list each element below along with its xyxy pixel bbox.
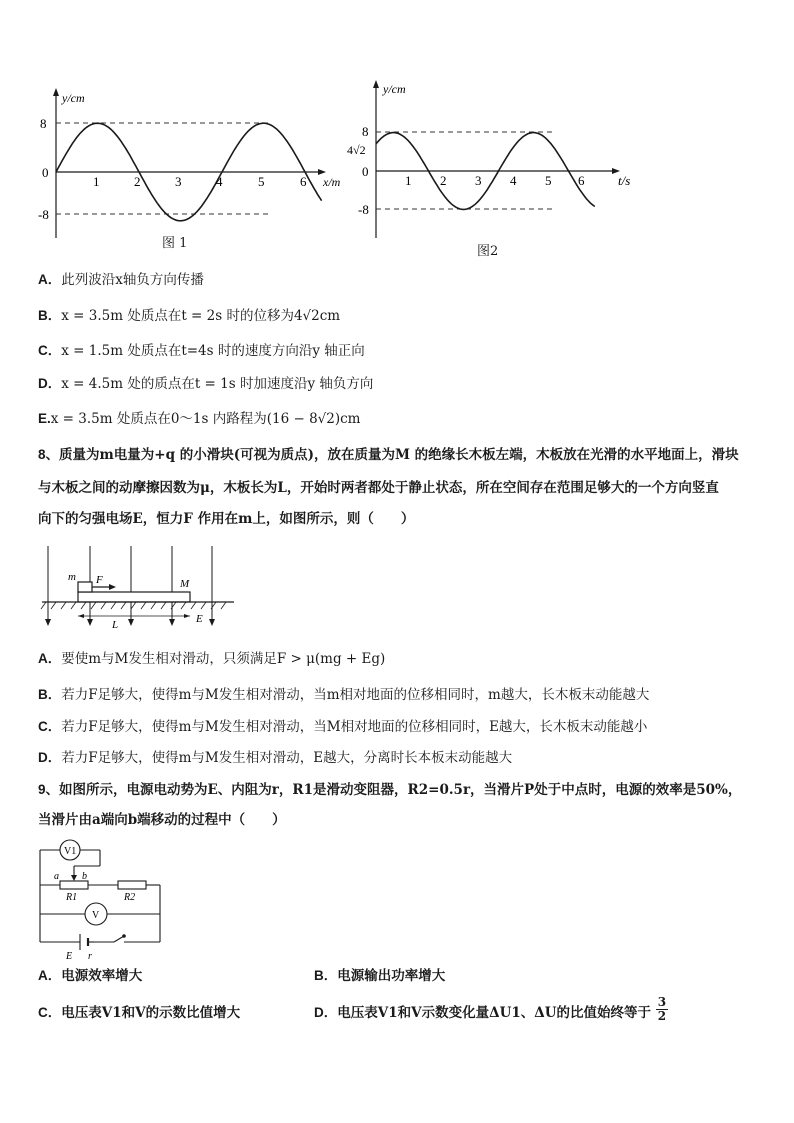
figure1-xtick-1: 1 [93,174,100,189]
figure2-tick-4root2: 4√2 [347,143,366,157]
figure2-tick-neg8: -8 [358,202,369,217]
q8-board [78,592,190,602]
figure1-y-label: y/cm [62,91,85,105]
q8-option-d-label: D． [38,750,62,765]
q7-option-a[interactable] [38,271,204,289]
q7-option-c[interactable] [38,342,365,360]
q9-option-d-label: D． [314,1005,338,1020]
q8-option-b-label: B． [38,687,62,702]
q9-option-c-text: 电压表V1和V的示数比值增大 [61,1005,241,1021]
q9-option-a-label: A． [38,968,62,983]
q8-option-d-text: 若力F足够大，使得m与M发生相对滑动，E越大，分离时长本板末动能越大 [61,750,513,766]
q9-option-b-text: 电源输出功率增大 [337,968,446,984]
q9-fraction-denominator: 2 [657,1009,667,1023]
figure1-tick-8: 8 [40,116,47,131]
q9-label-b: b [82,871,87,882]
figure2-tick-8: 8 [362,124,369,139]
q9-r1 [60,881,88,889]
q8-label-m: m [68,571,76,583]
figure2-vibration-graph [340,78,650,248]
q9-r2 [118,881,146,889]
q9-option-b-label: B． [314,968,338,983]
q7-option-b-text: x = 3.5m 处质点在t = 2s 时的位移为4√2cm [61,308,341,324]
figure2-xtick-4: 4 [510,173,517,188]
q9-label-r: r [88,951,92,962]
figure2-origin: 0 [362,164,369,179]
q8-option-d[interactable] [38,749,512,767]
q8-option-c-label: C． [38,719,62,734]
figure2-xtick-6: 6 [578,173,585,188]
figure2-y-label: y/cm [383,82,406,96]
q7-option-a-label: A． [38,272,62,287]
q8-number: 8 [38,447,46,462]
figure2-xtick-3: 3 [475,173,482,188]
q7-option-b[interactable] [38,307,340,325]
q8-stem-line2: 与木板之间的动摩擦因数为μ，木板长为L，开始时两者都处于静止状态，所在空间存在范围足够大的一个方向竖直 [38,480,719,496]
q9-option-d[interactable] [314,995,668,1023]
q9-option-d-fraction [656,996,668,1023]
q9-label-v: V [92,910,100,921]
q9-option-a[interactable] [38,967,142,985]
figure1-origin: 0 [42,165,49,180]
q9-stem-line1-text: 、如图所示，电源电动势为E、内阻为r，R1是滑动变阻器，R2=0.5r，当滑片P处于中点时，电源的效率是50%， [45,782,742,798]
q7-option-c-label: C． [38,343,62,358]
q8-option-a-text: 要使m与M发生相对滑动，只须满足F > μ(mg + Eg) [61,651,386,667]
q8-option-c[interactable] [38,718,647,736]
q9-label-a: a [54,871,59,882]
figure1-xtick-4: 4 [216,174,223,189]
q7-option-e[interactable] [38,410,360,428]
q8-label-M: M [180,578,190,590]
figure2-xtick-2: 2 [440,173,447,188]
q7-option-e-text: x = 3.5m 处质点在0～1s 内路程为(16 − 8√2)cm [50,411,361,427]
figure1-y-arrow [53,88,59,96]
q8-block [78,582,92,592]
q9-label-v1: V1 [64,846,77,857]
figure1-wave-graph [30,80,360,250]
q7-option-b-label: B． [38,308,62,323]
q8-label-E: E [196,613,203,625]
q8-option-b-text: 若力F足够大，使得m与M发生相对滑动，当m相对地面的位移相同时，m越大，长木板末动能越大 [61,687,650,703]
q8-option-a-label: A． [38,651,62,666]
figure2-x-label: t/s [618,173,631,188]
q9-number: 9 [38,782,46,797]
figure1-caption: 图 1 [162,236,188,251]
q7-option-e-label: E. [38,411,51,426]
q8-ground-hatch [41,602,226,609]
q8-field-arrowheads [45,619,215,626]
q8-option-a[interactable] [38,650,385,668]
q7-option-a-text: 此列波沿x轴负方向传播 [61,272,204,288]
q8-stem-line1 [38,446,739,464]
q8-option-b[interactable] [38,686,649,704]
q9-label-e: E [66,951,73,962]
q9-option-a-text: 电源效率增大 [61,968,143,984]
figure2-y-arrow [373,80,379,88]
figure1-xtick-6: 6 [300,174,307,189]
figure2-xtick-5: 5 [545,173,552,188]
q9-stem-line1 [38,781,741,799]
q9-slider-arrow [71,875,77,881]
q7-option-d-text: x = 4.5m 处的质点在t = 1s 时加速度沿y 轴负方向 [61,376,374,392]
q7-option-d-label: D． [38,376,62,391]
q9-circuit-diagram [36,838,166,962]
q9-fraction-numerator: 3 [657,995,667,1009]
figure2-xtick-1: 1 [405,173,412,188]
q8-figure-block-field [38,540,238,632]
figure2-caption: 图2 [477,244,499,259]
figure1-xtick-2: 2 [134,174,141,189]
q9-option-c[interactable] [38,1004,240,1022]
q9-label-r1: R1 [66,892,78,903]
figure1-tick-neg8: -8 [38,207,49,222]
q7-option-d[interactable] [38,375,373,393]
q9-option-b[interactable] [314,967,445,985]
figure1-xtick-3: 3 [175,174,182,189]
q8-option-c-text: 若力F足够大，使得m与M发生相对滑动，当M相对地面的位移相同时，E越大，长木板末动能越小 [61,719,648,735]
q8-label-L: L [112,619,119,631]
q8-label-F: F [96,574,103,586]
q8-stem-line1-text: 、质量为m电量为+q 的小滑块(可视为质点)，放在质量为M 的绝缘长木板左端，木板放在光滑的水平地面上，滑块 [45,447,739,463]
q7-option-c-text: x = 1.5m 处质点在t=4s 时的速度方向沿y 轴正向 [61,343,365,359]
q9-option-c-label: C． [38,1005,62,1020]
figure1-xtick-5: 5 [258,174,265,189]
q9-option-d-text: 电压表V1和V示数变化量ΔU1、ΔU的比值始终等于 [337,1005,651,1021]
q9-label-r2: R2 [124,892,136,903]
q9-stem-line2: 当滑片由a端向b端移动的过程中（ ） [38,812,286,828]
figure1-x-label: x/m [323,175,341,189]
q8-stem-line3: 向下的匀强电场E，恒力F 作用在m上，如图所示，则（ ） [38,511,415,527]
